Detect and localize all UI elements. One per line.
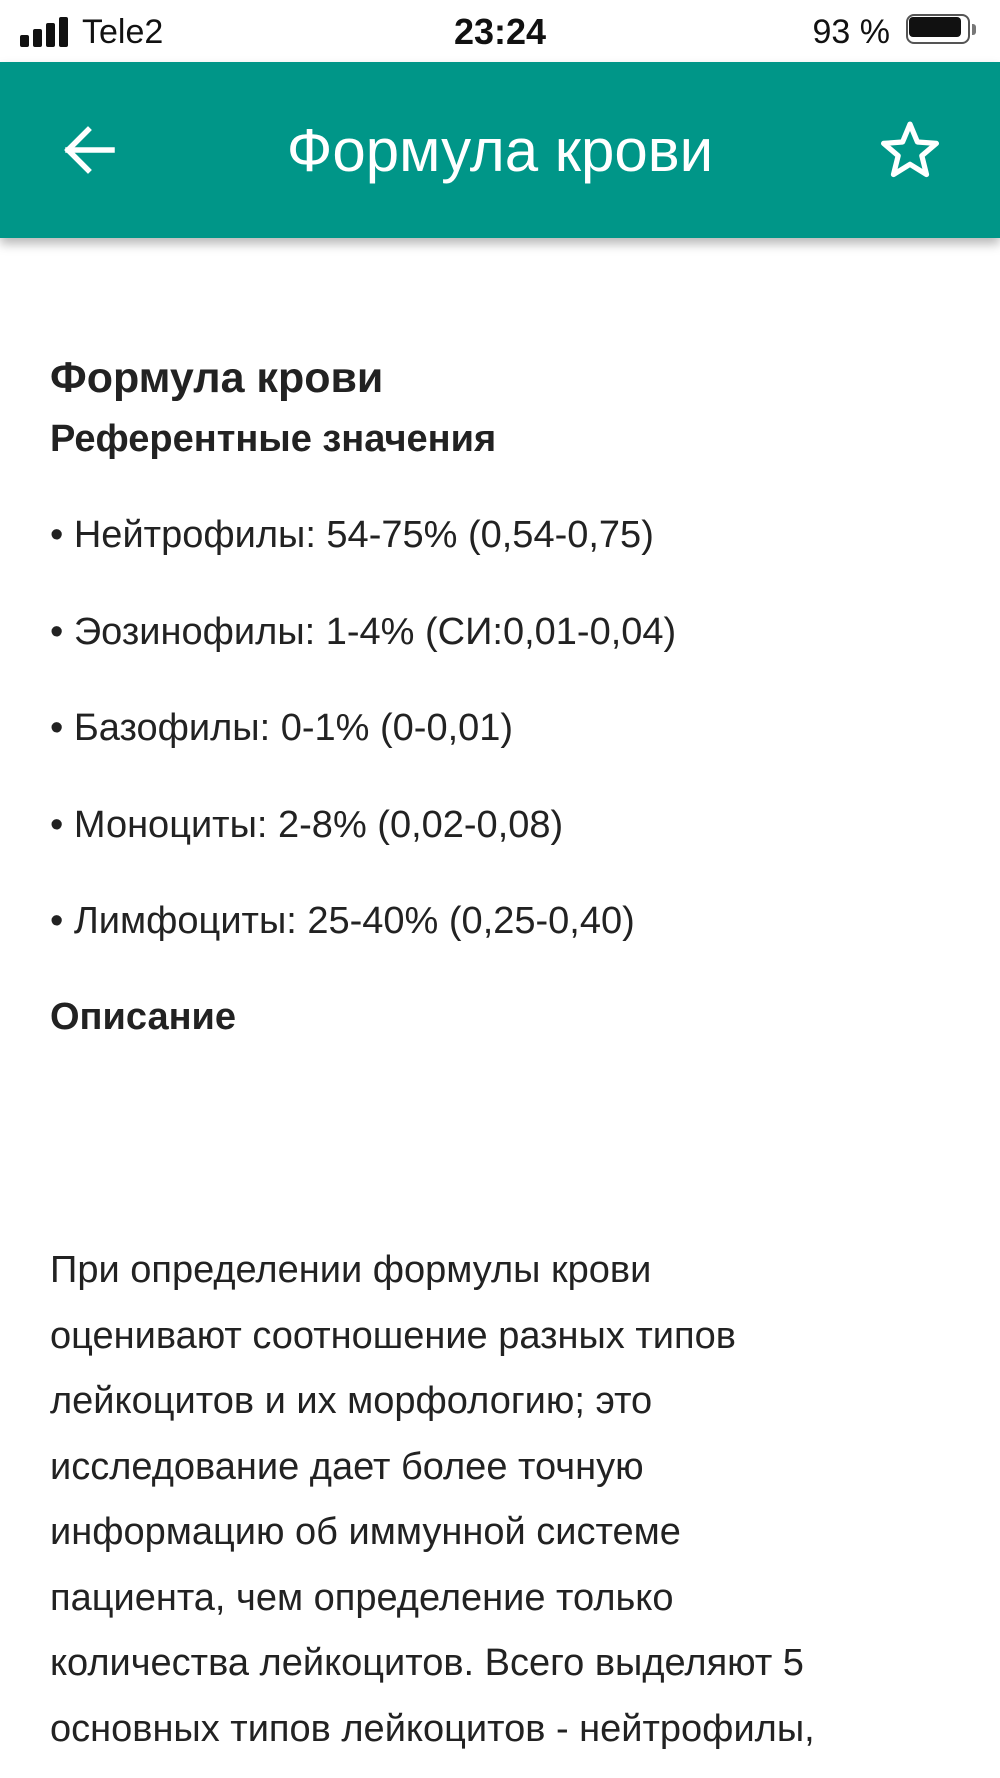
reference-values-heading: Референтные значения: [50, 418, 497, 460]
description-line: пациента, чем определение только: [50, 1576, 674, 1619]
description-line: информацию об иммунной системе: [50, 1511, 681, 1553]
favorite-button[interactable]: [866, 106, 954, 194]
reference-item-basophils: • Базофилы: 0-1% (0-0,01): [50, 707, 514, 749]
description-line: При определении формулы крови: [50, 1249, 652, 1291]
status-bar: [0, 0, 1000, 62]
battery-icon: [906, 14, 978, 48]
reference-item-lymphocytes: • Лимфоциты: 25-40% (0,25-0,40): [50, 900, 635, 942]
description-line: лейкоцитов и их морфологию; это: [50, 1380, 653, 1422]
description-line: основных типов лейкоцитов - нейтрофилы,: [50, 1707, 815, 1750]
description-heading: Описание: [50, 996, 237, 1038]
reference-item-neutrophils: • Нейтрофилы: 54-75% (0,54-0,75): [50, 514, 654, 556]
battery-percentage: 93 %: [812, 13, 890, 51]
description-text: [50, 1238, 960, 1762]
app-bar-title: Формула крови: [286, 117, 714, 184]
description-line: исследование дает более точную: [50, 1445, 644, 1488]
page-title: Формула крови: [50, 354, 384, 402]
star-outline-icon: [877, 117, 943, 183]
reference-item-monocytes: • Моноциты: 2-8% (0,02-0,08): [50, 804, 564, 846]
reference-item-eosinophils: • Эозинофилы: 1-4% (СИ:0,01-0,04): [50, 611, 677, 653]
description-line: оценивают соотношение разных типов: [50, 1314, 736, 1357]
app-bar: [0, 62, 1000, 238]
clock: 23:24: [453, 11, 547, 52]
description-line: количества лейкоцитов. Всего выделяют 5: [50, 1642, 804, 1684]
carrier-name: Tele2: [82, 13, 164, 51]
